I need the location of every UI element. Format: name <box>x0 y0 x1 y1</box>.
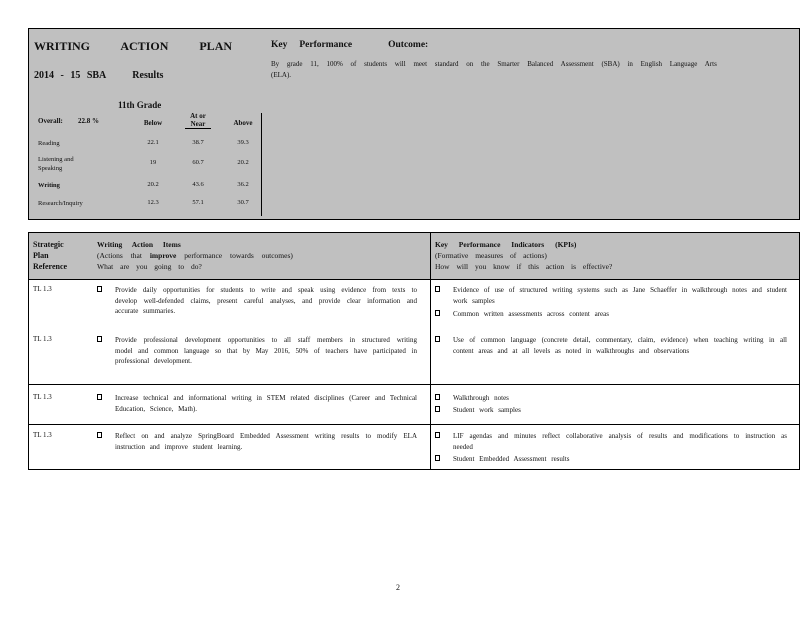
row-label: Reading <box>38 140 60 147</box>
kpi-item <box>435 393 787 404</box>
row-ref: TL 1.3 <box>33 335 52 343</box>
table-header <box>29 233 799 280</box>
page-number: 2 <box>396 583 400 592</box>
kpi-text: Use of common language (concrete detail, commentary, claim, evidence) when teaching writing in all content areas and at all levels as noted in walkthroughs and observations <box>453 336 787 355</box>
header-items-title: Writing Action Items <box>97 240 181 249</box>
checkbox-icon <box>435 336 440 342</box>
header-kpi-title: Key Performance Indicators (KPIs) <box>435 240 577 249</box>
overall-label: Overall: <box>38 117 63 125</box>
row-below: 12.3 <box>147 199 159 206</box>
row-below: 22.1 <box>147 139 159 146</box>
checkbox-icon <box>97 394 102 400</box>
action-item <box>97 393 417 414</box>
action-item <box>97 285 417 317</box>
action-item-text: Provide professional development opportunities to all staff members in structured writing model and common language so that by May 2016, 50% of teachers have participated in professional development. <box>115 336 417 365</box>
action-item <box>97 335 417 367</box>
header-items-line2 <box>97 250 417 261</box>
results-row <box>38 181 258 201</box>
kpo-key: Key <box>271 40 288 50</box>
row-above: 20.2 <box>237 159 249 166</box>
kpo-text: By grade 11, 100% of students will meet standard on the Smarter Balanced Assessment (SBA) in English Language Arts (ELA). <box>271 60 717 79</box>
overall-value: 22.8 % <box>78 117 99 125</box>
row-near: 60.7 <box>192 159 204 166</box>
row-divider <box>29 384 799 385</box>
column-divider <box>430 233 431 469</box>
checkbox-icon <box>435 310 440 316</box>
row-above: 30.7 <box>237 199 249 206</box>
kpi-item <box>435 309 787 320</box>
results-table <box>34 113 262 216</box>
header-items-pre: (Actions that <box>97 251 142 260</box>
row-divider <box>29 424 799 425</box>
header-kpi <box>435 239 795 272</box>
results-row <box>38 199 258 219</box>
checkbox-icon <box>435 406 440 412</box>
row-ref: TL 1.3 <box>33 285 52 293</box>
kpi-item <box>435 431 787 452</box>
header-ref-line: Plan <box>33 251 49 260</box>
header-action-items <box>97 239 417 272</box>
row-near: 38.7 <box>192 139 204 146</box>
kpi-text: Common written assessments across content areas <box>453 310 609 318</box>
kpi-item <box>435 335 787 356</box>
header-items-post: performance towards outcomes) <box>184 251 293 260</box>
row-label: Listening and Speaking <box>38 156 74 172</box>
row-below: 20.2 <box>147 181 159 188</box>
checkbox-icon <box>97 336 102 342</box>
checkbox-icon <box>435 286 440 292</box>
checkbox-icon <box>97 432 102 438</box>
row-ref: TL 1.3 <box>33 393 52 401</box>
header-kpi-line2: (Formative measures of actions) <box>435 251 547 260</box>
checkbox-icon <box>435 432 440 438</box>
row-ref: TL 1.3 <box>33 431 52 439</box>
results-header-row <box>38 112 258 137</box>
row-above: 39.3 <box>237 139 249 146</box>
results-row <box>38 155 258 175</box>
action-items-table <box>28 232 800 470</box>
checkbox-icon <box>97 286 102 292</box>
row-label: Research/Inquiry <box>38 200 83 207</box>
kpi-text: Evidence of use of structured writing systems such as Jane Schaeffer in walkthrough notes and student work samples <box>453 286 787 305</box>
header-ref-line: Reference <box>33 262 68 271</box>
col-below: Below <box>143 119 163 127</box>
plan-header-box <box>28 28 800 220</box>
plan-title: WRITING ACTION PLAN <box>34 39 233 53</box>
header-items-line3: What are you going to do? <box>97 262 202 271</box>
col-near: At or Near <box>185 112 211 129</box>
action-item-text: Provide daily opportunities for students to write and speak using evidence from texts to develop well-defended claims, present careful analyses, and provide clear information and accurate summaries. <box>115 286 417 315</box>
row-above: 36.2 <box>237 181 249 188</box>
col-above: Above <box>233 119 253 127</box>
kpi-item <box>435 285 787 306</box>
header-items-bold: improve <box>149 251 177 260</box>
kpo-title <box>271 40 428 50</box>
checkbox-icon <box>435 455 440 461</box>
action-item-text: Reflect on and analyze SpringBoard Embedded Assessment writing results to modify ELA instruction and improve student learning. <box>115 432 417 451</box>
header-kpi-line3: How will you know if this action is effective? <box>435 262 613 271</box>
header-ref <box>33 239 67 272</box>
kpi-item <box>435 454 787 465</box>
header-ref-line: Strategic <box>33 240 64 249</box>
row-near: 43.6 <box>192 181 204 188</box>
kpi-text: Student work samples <box>453 406 521 414</box>
kpo-performance: Performance <box>299 40 353 50</box>
row-below: 19 <box>149 159 157 166</box>
grade-label: 11th Grade <box>118 100 162 110</box>
kpi-text: Student Embedded Assessment results <box>453 455 570 463</box>
row-label: Writing <box>38 182 60 189</box>
kpi-text: LIF agendas and minutes reflect collaborative analysis of results and modifications to instruction as needed <box>453 432 787 451</box>
action-item <box>97 431 417 452</box>
kpi-item <box>435 405 787 416</box>
kpi-text: Walkthrough notes <box>453 394 509 402</box>
row-near: 57.1 <box>192 199 204 206</box>
plan-subtitle <box>34 70 163 81</box>
kpo-outcome: Outcome: <box>388 40 429 50</box>
checkbox-icon <box>435 394 440 400</box>
subtitle-results: Results <box>132 70 164 81</box>
subtitle-year: 2014 - 15 SBA <box>34 70 107 81</box>
action-item-text: Increase technical and informational writing in STEM related disciplines (Career and Technical Education, Science, Math). <box>115 394 417 413</box>
